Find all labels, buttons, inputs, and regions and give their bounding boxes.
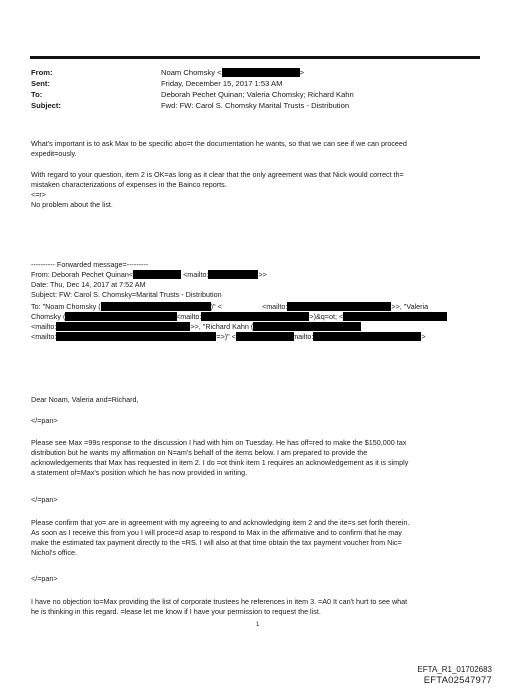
letter-line: make the estimated tax payment directly to the =RS. I will also at that time obtain the tax payment voucher from Nic= [31,538,402,547]
to-label: To: [31,90,43,99]
redaction-box [208,270,258,279]
redaction-box [222,68,300,77]
redaction-box [201,312,309,321]
body-line: expedit=ously. [31,149,77,158]
header-rule [30,56,480,59]
body-line: With regard to your question, item 2 is OK=as long as it clear that the only agreement was that Nick would correct th= [31,170,404,179]
span-artifact: </=pan> [31,574,58,583]
redaction-box [343,312,447,321]
forward-row-3: <mailto: >>, "Richard Kahn ( [31,322,361,332]
from-label: From: [31,68,53,77]
body-line: What's important is to ask Max to be specific abo=t the documentation he wants, so that we can see if we can proceed [31,139,407,148]
letter-salutation: Dear Noam, Valeria and=Richard, [31,395,139,404]
bates-code-2: EFTA02547977 [423,675,492,686]
redaction-box [65,312,177,321]
redaction-box [101,302,211,311]
letter-line: a statement of=Max's position which he has now provided in writing. [31,468,248,477]
body-line: mistaken characterizations of expenses in the Bainco reports. [31,180,227,189]
body-line: <=r> [31,190,46,199]
letter-line: distribution but he wants my affirmation on N=am's behalf of the items below. I am prepared to provide the [31,448,368,457]
forward-marker: ---------- Forwarded message=--------- [31,260,149,269]
page-number: 1 [256,622,260,628]
redaction-box [313,332,421,341]
letter-line: Please see Max =99s response to the discussion I had with him on Tuesday. He has off=red to make the $150,000 tax [31,438,407,447]
redaction-box [287,302,391,311]
subject-label: Subject: [31,101,61,110]
letter-line: Nichol's office. [31,548,77,557]
redaction-box [56,322,190,331]
sent-value: Friday, December 15, 2017 1:53 AM [161,79,283,88]
letter-line: acknowledgements that Max has requested in item 2. I do =ot think item 1 requires an acknowledgement as it is simply [31,458,409,467]
span-artifact: </=pan> [31,416,58,425]
body-line: No problem about the list. [31,200,113,209]
forward-date: Date: Thu, Dec 14, 2017 at 7:52 AM [31,280,146,289]
redaction-box [253,322,361,331]
to-value: Deborah Pechet Quinan; Valeria Chomsky; Richard Kahn [161,90,354,99]
letter-line: he is thinking in this regard. =lease let me know if I have your permission to request the list. [31,607,321,616]
letter-line: I have no objection to=Max providing the list of corporate trustees he references in item 3. =A0 It can't hurt to see what [31,597,408,606]
letter-line: Please confirm that yo= are in agreement with my agreeing to and acknowledging item 2 and the ite=s set forth therein. [31,518,410,527]
redaction-box [236,332,294,341]
sent-label: Sent: [31,79,50,88]
span-artifact: </=pan> [31,495,58,504]
forward-row-4: <mailto: =>)" < [31,332,294,342]
forward-from-row: From: Deborah Pechet Quinan< <mailto: >> [31,270,267,279]
from-value: Noam Chomsky < [161,68,222,77]
letter-line: As soon as I receive this from you I will proce=d asap to respond to Max in the affirmative and to confirm that he may [31,528,402,537]
from-tail: > [299,68,304,77]
subject-value: Fwd: FW: Carol S. Chomsky Marital Trusts - Distribution [161,101,350,110]
redaction-box [133,270,181,279]
redaction-box [56,332,216,341]
forward-to-row: To: "Noam Chomsky ( )" < [31,302,222,311]
forward-subject: Subject: FW: Carol S. Chomsky=Marital Trusts - Distribution [31,290,222,299]
forward-cc-row: Chomsky ( [31,312,177,322]
bates-code-1: EFTA_R1_01702683 [417,665,492,674]
email-document-page: From: Noam Chomsky < > Sent: Friday, December 15, 2017 1:53 AM To: Deborah Pechet Quinan; Valeria Chomsky; Richard Kahn Subject: Fwd: FW: Carol S. Chomsky Marital Trusts - Distribution What's important is to ask Max to be specific abo=t the documentation he wants, so that we can see if we can proceed expedit=ously. With regard to your question, item 2 is OK=as long as it clear that the only agreement was that Nick would correct th= mistaken characterizations of expenses in the Bainco reports. <=r> No problem about the list. ---------- Forwarded message=--------- From: Deborah Pechet Quinan< <mailto: >> Date: Thu, Dec 14, 2017 at 7:52 AM Subject: FW: Carol S. Chomsky=Marital Trusts - Distribution To: "Noam Chomsky ( )" < <mailto: >>, "Valeria Chomsky ( <mailto: >)&q=ot; < <mailto: >>, "Richard Kahn ( <mailto: =>)" < <mailto: > Dear Noam, Valeria and=Richard, </=pan> Please see Max =99s response to the discussion I had with him on Tuesday. He has off=red to make the $150,000 tax distribution but he wants my affirmation on N=am's behalf of the items below. I am prepared to provide the acknowledgements that Max has requested in item 2. I do =ot think item 1 requires an acknowledgement as it is simply a statement of=Max's position which he has now provided in writing. </=pan> Please confirm that yo= are in agreement with my agreeing to and acknowledging item 2 and the ite=s set forth therein. As soon as I receive this from you I will proce=d asap to respond to Max in the affirmative and to confirm that he may make the estimated tax payment directly to the =RS. I will also at that time obtain the tax payment voucher from Nic= Nichol's office. </=pan> I have no objection to=Max providing the list of corporate trustees he references in item 3. =A0 It can't hurt to see what he is thinking in this regard. =lease let me know if I have your permission to request the list. 1 EFTA_R1_01702683 EFTA02547977 [0,0,512,688]
